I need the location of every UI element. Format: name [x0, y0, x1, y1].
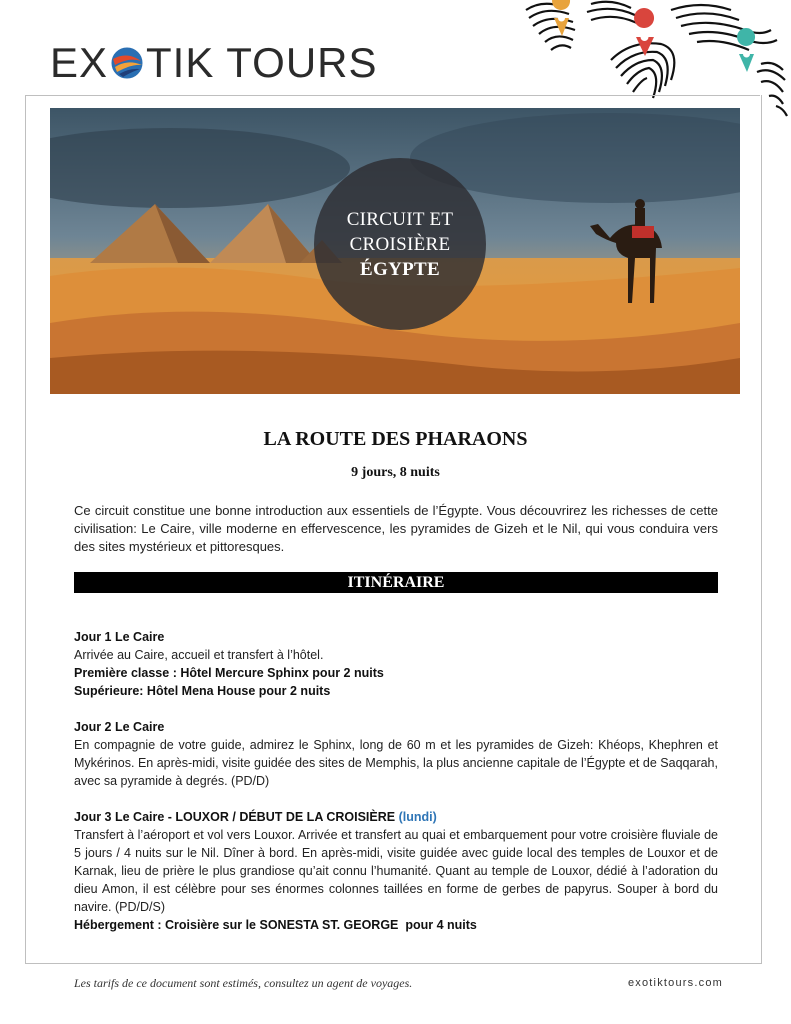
- logo-text-right: TIK TOURS: [146, 39, 378, 86]
- day-heading: Jour 3 Le Caire - LOUXOR / DÉBUT DE LA CROISIÈRE: [74, 810, 396, 824]
- day-heading-row: [74, 808, 718, 826]
- trip-duration: 9 jours, 8 nuits: [351, 465, 440, 480]
- day-accommodation: Hébergement : Croisière sur le SONESTA ST. GEORGE pour 4 nuits: [74, 918, 477, 932]
- hero-line-3: ÉGYPTE: [360, 258, 440, 280]
- hero-title-badge: [314, 158, 486, 330]
- itinerary: [74, 628, 718, 952]
- itinerary-day-2: [74, 718, 718, 790]
- logo-text-left: EX: [50, 39, 109, 86]
- map-pin-red-icon: [634, 8, 654, 56]
- day-heading: Jour 1 Le Caire: [74, 630, 165, 644]
- day-accommodation: Supérieure: Hôtel Mena House pour 2 nuits: [74, 684, 331, 698]
- day-text: Transfert à l’aéroport et vol vers Louxor. Arrivée et transfert au quai et embarquement pour votre croisière fluviale de 5 jours / 4 nuits sur le Nil. Dîner à bord. En après-midi, visite guidée avec guide local des temples de Louxor et de Karnak, lieu de prière le plus grandiose qu’ait connu l’humanité. Quant au temple de Louxor, dédié à l’adoration du dieu Amon, il est célèbre pour ses énormes colonnes taillées en forme de gerbes de papyrus. Souper à bord du navire. (PD/D/S): [74, 828, 718, 914]
- day-weekday: (lundi): [398, 810, 437, 824]
- day-heading: Jour 2 Le Caire: [74, 720, 165, 734]
- day-accommodation: Première classe : Hôtel Mercure Sphinx pour 2 nuits: [74, 666, 384, 680]
- map-pin-orange-icon: [552, 0, 570, 36]
- itinerary-day-1: [74, 628, 718, 700]
- footer-note: Les tarifs de ce document sont estimés, consultez un agent de voyages.: [74, 976, 413, 990]
- section-heading-itinerary: ITINÉRAIRE: [74, 572, 718, 593]
- map-pin-teal-icon: [737, 28, 755, 72]
- footer-website: exotiktours.com: [627, 977, 723, 989]
- intro-paragraph: Ce circuit constitue une bonne introduction aux essentiels de l’Égypte. Vous découvrirez les richesses de cette civilisation: Le Caire, ville moderne en effervescence, les pyramides de Gizeh et le Nil, qui vous conduira vers des sites mystérieux et pittoresques.: [74, 503, 718, 554]
- brand-logo: [50, 38, 378, 88]
- day-text: Arrivée au Caire, accueil et transfert à l’hôtel.: [74, 648, 324, 662]
- hero-line-2: CROISIÈRE: [349, 233, 451, 255]
- hero-line-1: CIRCUIT ET: [346, 208, 454, 230]
- page-title: LA ROUTE DES PHARAONS: [263, 428, 528, 450]
- itinerary-day-3: [74, 808, 718, 934]
- day-text: En compagnie de votre guide, admirez le Sphinx, long de 60 m et les pyramides de Gizeh: Khéops, Khephren et Mykérinos. En après-midi, visite guidée des sites de Memphis, la plus ancienne capitale de l’Égypte et de Saqqarah, avec sa pyramide à degrés. (PD/D): [74, 738, 718, 788]
- globe-logo-icon: [109, 45, 145, 81]
